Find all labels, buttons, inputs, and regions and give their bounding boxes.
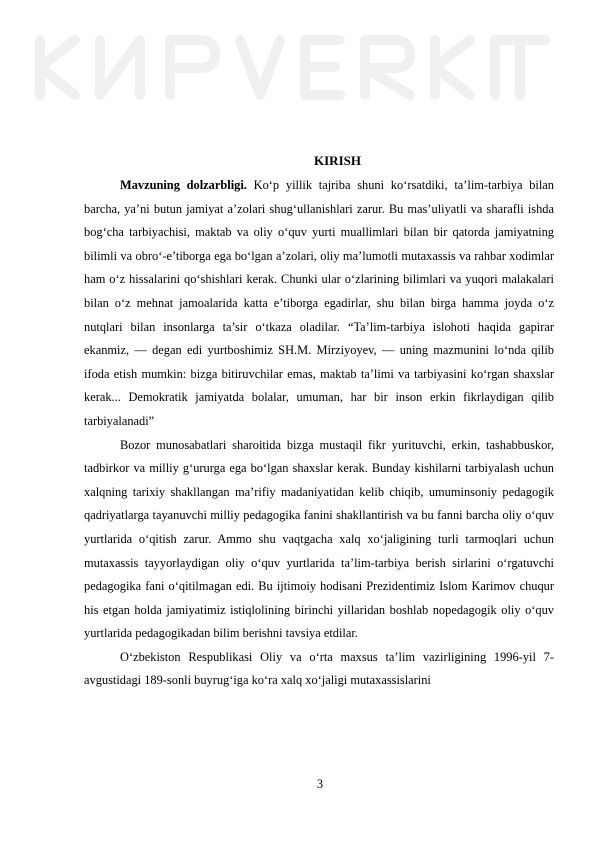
body-text — [84, 174, 554, 693]
paragraph-1 — [84, 174, 554, 434]
paragraph-3: O‘zbekiston Respublikasi Oliy va o‘rta maxsus ta’lim vazirligining 1996-yil 7-avgustidagi 189-sonli buyrug‘iga ko‘ra xalq xo‘jaligi mutaxassislarini — [84, 649, 554, 688]
paragraph-2: Bozor munosabatlari sharoitida bizga mustaqil fikr yurituvchi, erkin, tashabbuskor, tadbirkor va milliy g‘ururga ega bo‘lgan shaxslar kerak. Bunday kishilarni tarbiyalash uchun xalqning tarixiy shakllangan ma’rifiy madaniyatidan kelib chiqib, umuminsoniy pedagogik qadriyatlarga tayanuvchi milliy pedagogika fanini shakllantirish va bu fanni barcha oliy o‘quv yurtlarida o‘qitish zarur. Ammo shu vaqtgacha xalq xo‘jaligining turli tarmoqlari uchun mutaxassis tayyorlaydigan oliy o‘quv yurtlarida ta’lim-tarbiya berish sirlarini o‘rgatuvchi pedagogika fani o‘qitilmagan edi. Bu ijtimoiy hodisani Prezidentimiz Islom Karimov chuqur his etgan holda jamiyatimiz istiqlolining birinchi yillaridan boshlab nopedagogik oliy o‘quv yurtlarida pedagogikadan bilim berishni tavsiya etdilar. — [84, 437, 554, 641]
page-number: 3 — [316, 777, 324, 791]
section-heading: KIRISH — [314, 153, 361, 168]
paragraph-1-text: Ko‘p yillik tajriba shuni ko‘rsatdiki, ta’lim-tarbiya bilan barcha, ya’ni butun jamiyat a’zolari shug‘ullanishlari zarur. Bu mas’uliyatli va sharafli ishda bog‘cha tarbiyachisi, maktab va oliy o‘quv yurti muallimlari bilan bir qatorda jamiyatning bilimli va obro‘-e’tiborga ega bo‘lgan a’zolari, oliy ma’lumotli mutaxassis va rahbar xodimlar ham o‘z hissalarini qo‘shishlari kerak. Chunki ular o‘zlarining bilimlari va yuqori malakalari bilan o‘z mehnat jamoalarida katta e’tiborga egadirlar, shu bilan birga hamma joyda o‘z nutqlari bilan insonlarga ta’sir o‘tkaza oladilar. “Ta’lim-tarbiya islohoti haqida gapirar ekanmiz, — degan edi yurtboshimiz SH.M. Mirziyoyev, — uning mazmunini lo‘nda qilib ifoda etish mumkin: bizga bitiruvchilar emas, maktab ta’limi va tarbiyasini ko‘rgan shaxslar kerak... Demokratik jamiyatda bolalar, umuman, har bir inson erkin fikrlaydigan qilib tarbiyalanadi” — [84, 178, 554, 428]
paragraph-1-lead: Mavzuning dolzarbligi. — [120, 178, 247, 192]
